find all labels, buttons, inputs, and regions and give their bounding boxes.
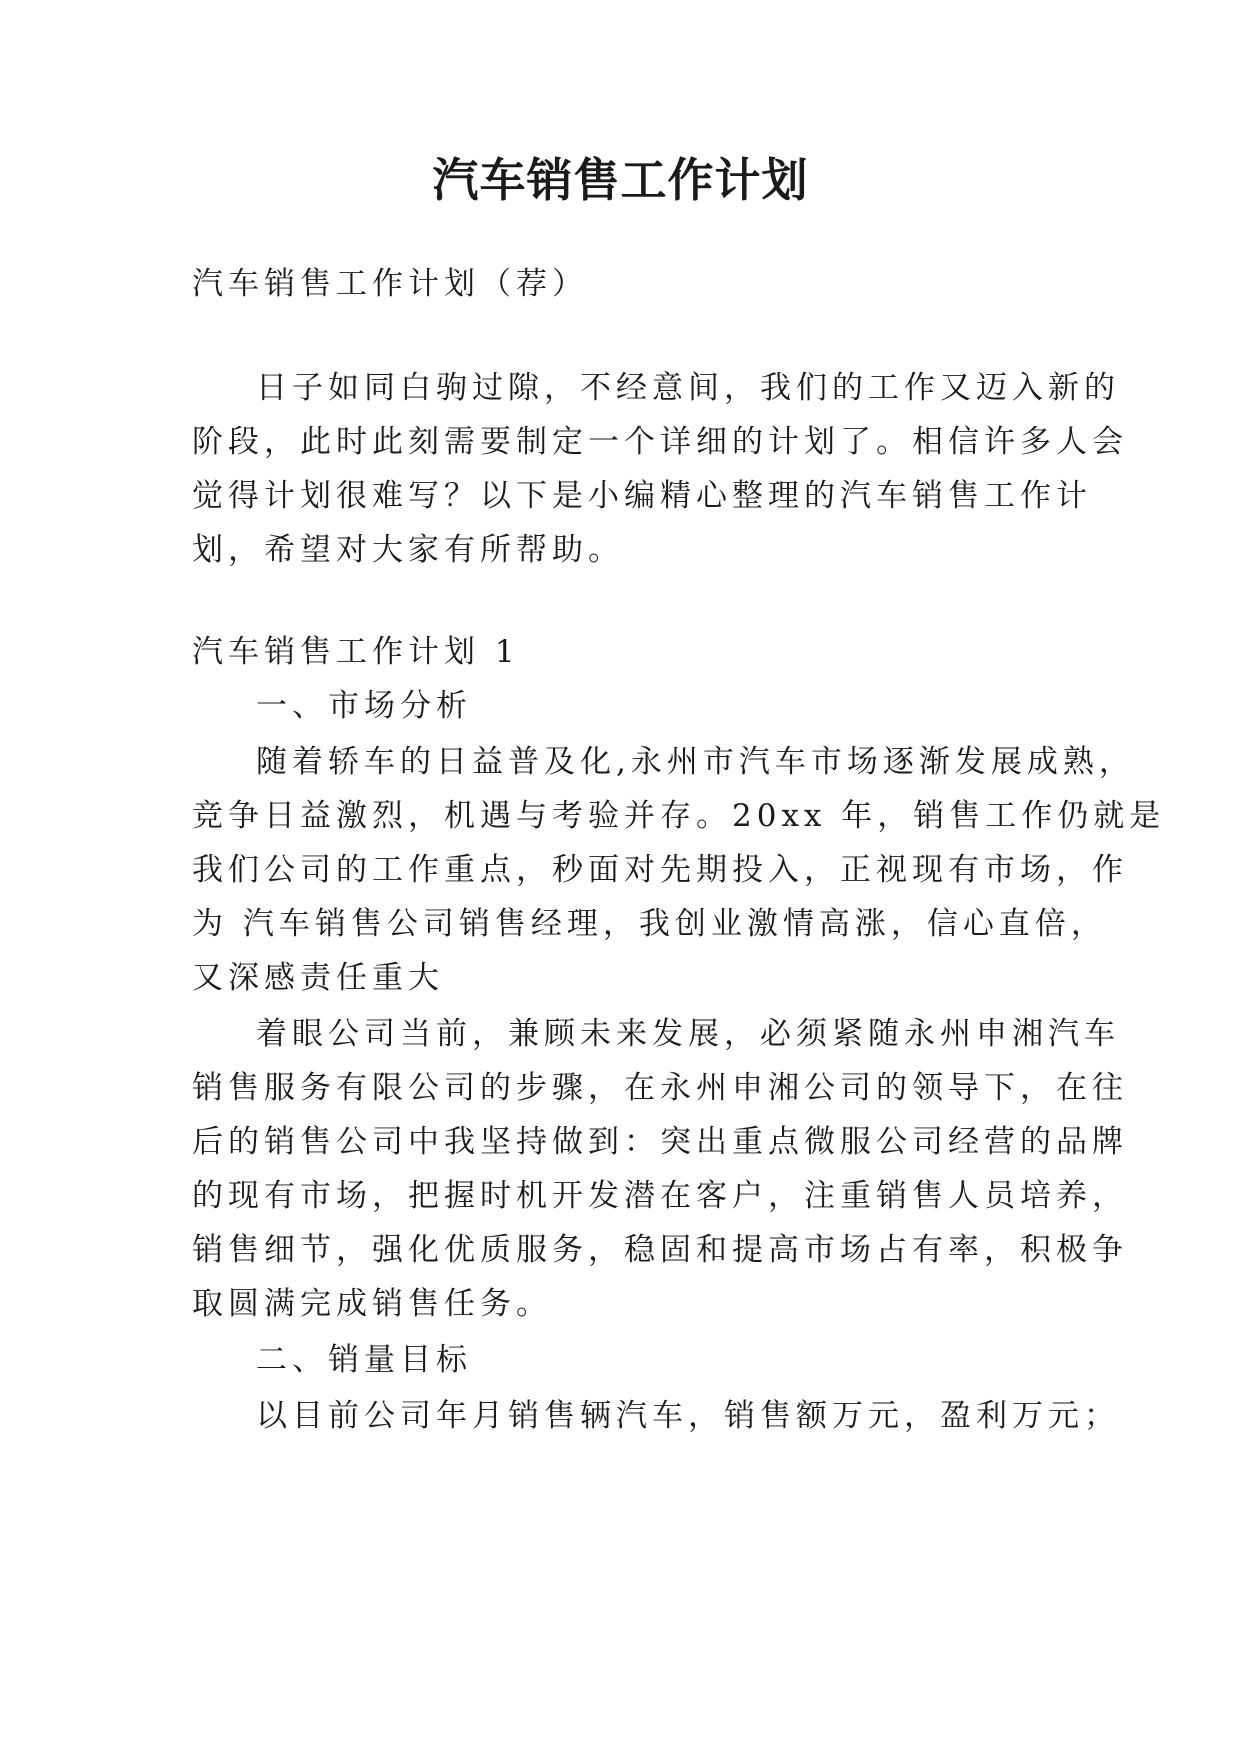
intro-line: 划，希望对大家有所帮助。 [192, 532, 624, 568]
intro-line: 日子如同白驹过隙，不经意间，我们的工作又迈入新的 [256, 370, 1120, 406]
paragraph-line: 我们公司的工作重点，秒面对先期投入，正视现有市场，作 [192, 852, 1128, 888]
intro-line: 觉得计划很难写？以下是小编精心整理的汽车销售工作计 [192, 478, 1092, 514]
section-heading: 一、市场分析 [256, 688, 472, 724]
paragraph-line: 以目前公司年月销售辆汽车，销售额万元，盈利万元； [256, 1398, 1120, 1434]
document-subtitle: 汽车销售工作计划（荐） [192, 266, 588, 302]
document-title: 汽车销售工作计划 [432, 153, 809, 207]
paragraph-line: 又深感责任重大 [192, 960, 444, 996]
plan-heading: 汽车销售工作计划 1 [192, 634, 520, 670]
paragraph-line: 销售服务有限公司的步骤，在永州申湘公司的领导下，在往 [192, 1070, 1128, 1106]
paragraph-line: 后的销售公司中我坚持做到：突出重点微服公司经营的品牌 [192, 1124, 1128, 1160]
paragraph-line: 销售细节，强化优质服务，稳固和提高市场占有率，积极争 [192, 1232, 1128, 1268]
intro-line: 阶段，此时此刻需要制定一个详细的计划了。相信许多人会 [192, 424, 1128, 460]
paragraph-line: 竞争日益激烈，机遇与考验并存。20xx 年，销售工作仍就是 [192, 798, 1166, 834]
paragraph-line: 着眼公司当前，兼顾未来发展，必须紧随永州申湘汽车 [256, 1016, 1120, 1052]
paragraph-line: 取圆满完成销售任务。 [192, 1286, 552, 1322]
section-heading: 二、销量目标 [256, 1342, 472, 1378]
paragraph-line: 随着轿车的日益普及化,永州市汽车市场逐渐发展成熟， [256, 744, 1135, 780]
paragraph-line: 为 汽车销售公司销售经理，我创业激情高涨，信心直倍， [192, 906, 1107, 942]
paragraph-line: 的现有市场，把握时机开发潜在客户，注重销售人员培养， [192, 1178, 1128, 1214]
